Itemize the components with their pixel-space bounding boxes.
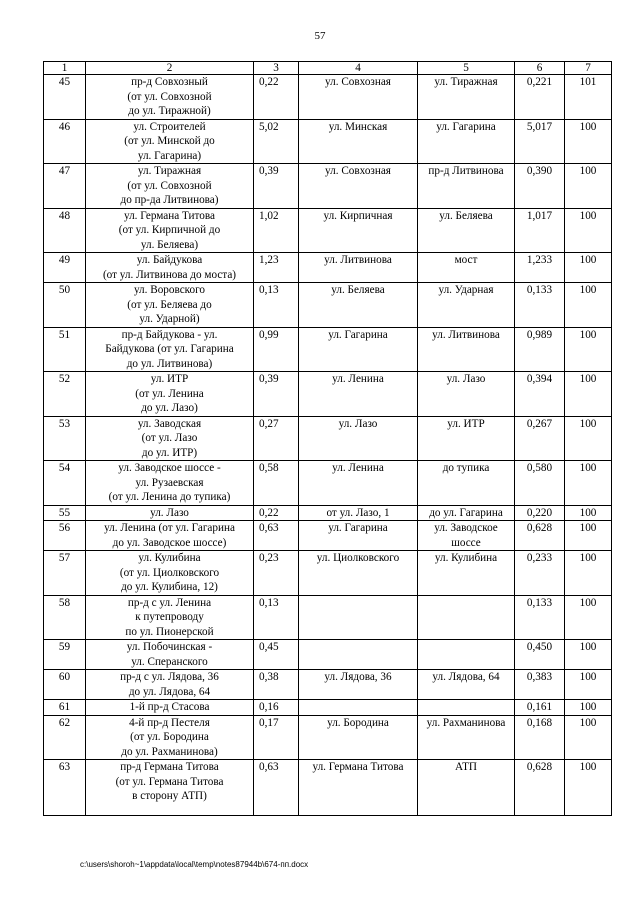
street-name-cell: ул. Заводское шоссе - ул. Рузаевская (от ул. Ленина до тупика)	[86, 461, 254, 506]
table-row	[44, 551, 612, 596]
table-row	[44, 416, 612, 461]
row-number-cell: 61	[44, 700, 86, 716]
length-km-cell: 0,63	[254, 760, 299, 816]
start-point-cell: ул. Минская	[299, 119, 418, 164]
table-row	[44, 75, 612, 120]
street-name-cell: ул. Побочинская - ул. Сперанского	[86, 640, 254, 670]
end-point-cell: ул. Ударная	[418, 283, 515, 328]
column-header-2: 2	[86, 62, 254, 75]
column-header-7: 7	[565, 62, 612, 75]
row-number-cell: 53	[44, 416, 86, 461]
end-point-cell: до тупика	[418, 461, 515, 506]
length-precise-cell: 0,220	[515, 505, 565, 521]
column-header-1: 1	[44, 62, 86, 75]
category-cell: 100	[565, 670, 612, 700]
row-number-cell: 62	[44, 715, 86, 760]
start-point-cell: ул. Германа Титова	[299, 760, 418, 816]
table-row	[44, 164, 612, 209]
table-row	[44, 715, 612, 760]
street-name-cell: пр-д Байдукова - ул. Байдукова (от ул. Гагарина до ул. Литвинова)	[86, 327, 254, 372]
row-number-cell: 47	[44, 164, 86, 209]
table-row	[44, 700, 612, 716]
start-point-cell: ул. Лазо	[299, 416, 418, 461]
end-point-cell	[418, 700, 515, 716]
length-precise-cell: 0,989	[515, 327, 565, 372]
table-row	[44, 253, 612, 283]
length-precise-cell: 0,394	[515, 372, 565, 417]
row-number-cell: 58	[44, 595, 86, 640]
category-cell: 100	[565, 327, 612, 372]
length-precise-cell: 0,267	[515, 416, 565, 461]
start-point-cell: ул. Бородина	[299, 715, 418, 760]
table-row	[44, 640, 612, 670]
category-cell: 100	[565, 372, 612, 417]
category-cell: 101	[565, 75, 612, 120]
category-cell: 100	[565, 416, 612, 461]
street-name-cell: ул. ИТР (от ул. Ленина до ул. Лазо)	[86, 372, 254, 417]
roads-table	[43, 61, 612, 816]
street-name-cell: ул. Лазо	[86, 505, 254, 521]
row-number-cell: 60	[44, 670, 86, 700]
street-name-cell: ул. Тиражная (от ул. Совхозной до пр-да Литвинова)	[86, 164, 254, 209]
row-number-cell: 59	[44, 640, 86, 670]
table-row	[44, 372, 612, 417]
table-row	[44, 119, 612, 164]
table-row	[44, 595, 612, 640]
length-precise-cell: 0,133	[515, 595, 565, 640]
end-point-cell: ул. Литвинова	[418, 327, 515, 372]
start-point-cell: ул. Циолковского	[299, 551, 418, 596]
street-name-cell: ул. Байдукова (от ул. Литвинова до моста)	[86, 253, 254, 283]
length-km-cell: 0,23	[254, 551, 299, 596]
category-cell: 100	[565, 640, 612, 670]
category-cell: 100	[565, 521, 612, 551]
length-precise-cell: 0,161	[515, 700, 565, 716]
length-precise-cell: 5,017	[515, 119, 565, 164]
file-path-footer: c:\users\shoroh~1\appdata\local\temp\notes87944b\674-пп.docx	[80, 860, 309, 869]
header-row	[44, 62, 612, 75]
end-point-cell: ул. Рахманинова	[418, 715, 515, 760]
column-header-3: 3	[254, 62, 299, 75]
end-point-cell: ул. Лазо	[418, 372, 515, 417]
table-row	[44, 670, 612, 700]
start-point-cell: от ул. Лазо, 1	[299, 505, 418, 521]
category-cell: 100	[565, 208, 612, 253]
end-point-cell	[418, 640, 515, 670]
length-km-cell: 1,23	[254, 253, 299, 283]
length-km-cell: 0,13	[254, 283, 299, 328]
category-cell: 100	[565, 253, 612, 283]
category-cell: 100	[565, 760, 612, 816]
end-point-cell: мост	[418, 253, 515, 283]
category-cell: 100	[565, 283, 612, 328]
row-number-cell: 56	[44, 521, 86, 551]
category-cell: 100	[565, 119, 612, 164]
street-name-cell: 4-й пр-д Пестеля (от ул. Бородина до ул. Рахманинова)	[86, 715, 254, 760]
length-km-cell: 0,45	[254, 640, 299, 670]
table-row	[44, 521, 612, 551]
end-point-cell: ул. Заводское шоссе	[418, 521, 515, 551]
category-cell: 100	[565, 505, 612, 521]
category-cell: 100	[565, 461, 612, 506]
street-name-cell: ул. Заводская (от ул. Лазо до ул. ИТР)	[86, 416, 254, 461]
start-point-cell	[299, 595, 418, 640]
row-number-cell: 50	[44, 283, 86, 328]
length-precise-cell: 0,628	[515, 521, 565, 551]
length-precise-cell: 0,221	[515, 75, 565, 120]
length-precise-cell: 0,233	[515, 551, 565, 596]
end-point-cell: ул. Лядова, 64	[418, 670, 515, 700]
street-name-cell: ул. Воровского (от ул. Беляева до ул. Ударной)	[86, 283, 254, 328]
length-km-cell: 0,17	[254, 715, 299, 760]
street-name-cell: пр-д Германа Титова (от ул. Германа Титова в сторону АТП)	[86, 760, 254, 816]
street-name-cell: пр-д Совхозный (от ул. Совхозной до ул. Тиражной)	[86, 75, 254, 120]
row-number-cell: 52	[44, 372, 86, 417]
street-name-cell: пр-д с ул. Ленина к путепроводу по ул. Пионерской	[86, 595, 254, 640]
row-number-cell: 54	[44, 461, 86, 506]
start-point-cell	[299, 700, 418, 716]
end-point-cell: ул. Гагарина	[418, 119, 515, 164]
end-point-cell: до ул. Гагарина	[418, 505, 515, 521]
length-km-cell: 0,58	[254, 461, 299, 506]
start-point-cell	[299, 640, 418, 670]
length-km-cell: 0,22	[254, 505, 299, 521]
street-name-cell: ул. Кулибина (от ул. Циолковского до ул. Кулибина, 12)	[86, 551, 254, 596]
start-point-cell: ул. Ленина	[299, 461, 418, 506]
end-point-cell: АТП	[418, 760, 515, 816]
category-cell: 100	[565, 164, 612, 209]
street-name-cell: 1-й пр-д Стасова	[86, 700, 254, 716]
category-cell: 100	[565, 551, 612, 596]
length-precise-cell: 0,383	[515, 670, 565, 700]
start-point-cell: ул. Совхозная	[299, 75, 418, 120]
category-cell: 100	[565, 595, 612, 640]
length-precise-cell: 0,168	[515, 715, 565, 760]
row-number-cell: 45	[44, 75, 86, 120]
end-point-cell: пр-д Литвинова	[418, 164, 515, 209]
start-point-cell: ул. Гагарина	[299, 327, 418, 372]
length-km-cell: 0,27	[254, 416, 299, 461]
row-number-cell: 63	[44, 760, 86, 816]
street-name-cell: пр-д с ул. Лядова, 36 до ул. Лядова, 64	[86, 670, 254, 700]
start-point-cell: ул. Гагарина	[299, 521, 418, 551]
length-km-cell: 0,22	[254, 75, 299, 120]
end-point-cell: ул. ИТР	[418, 416, 515, 461]
table-row	[44, 461, 612, 506]
street-name-cell: ул. Строителей (от ул. Минской до ул. Гагарина)	[86, 119, 254, 164]
length-km-cell: 0,99	[254, 327, 299, 372]
length-precise-cell: 0,580	[515, 461, 565, 506]
length-precise-cell: 0,390	[515, 164, 565, 209]
category-cell: 100	[565, 715, 612, 760]
start-point-cell: ул. Литвинова	[299, 253, 418, 283]
row-number-cell: 48	[44, 208, 86, 253]
length-km-cell: 1,02	[254, 208, 299, 253]
column-header-5: 5	[418, 62, 515, 75]
table-row	[44, 208, 612, 253]
end-point-cell	[418, 595, 515, 640]
street-name-cell: ул. Ленина (от ул. Гагарина до ул. Заводское шоссе)	[86, 521, 254, 551]
end-point-cell: ул. Кулибина	[418, 551, 515, 596]
length-precise-cell: 0,133	[515, 283, 565, 328]
table-row	[44, 327, 612, 372]
length-precise-cell: 0,450	[515, 640, 565, 670]
end-point-cell: ул. Беляева	[418, 208, 515, 253]
category-cell: 100	[565, 700, 612, 716]
row-number-cell: 57	[44, 551, 86, 596]
length-precise-cell: 1,017	[515, 208, 565, 253]
length-km-cell: 0,16	[254, 700, 299, 716]
start-point-cell: ул. Совхозная	[299, 164, 418, 209]
length-km-cell: 0,39	[254, 164, 299, 209]
length-km-cell: 0,63	[254, 521, 299, 551]
row-number-cell: 46	[44, 119, 86, 164]
length-precise-cell: 0,628	[515, 760, 565, 816]
start-point-cell: ул. Беляева	[299, 283, 418, 328]
column-header-4: 4	[299, 62, 418, 75]
start-point-cell: ул. Ленина	[299, 372, 418, 417]
start-point-cell: ул. Кирпичная	[299, 208, 418, 253]
length-km-cell: 5,02	[254, 119, 299, 164]
table-row	[44, 283, 612, 328]
row-number-cell: 55	[44, 505, 86, 521]
street-name-cell: ул. Германа Титова (от ул. Кирпичной до ул. Беляева)	[86, 208, 254, 253]
table-row	[44, 760, 612, 816]
length-precise-cell: 1,233	[515, 253, 565, 283]
length-km-cell: 0,38	[254, 670, 299, 700]
table-row	[44, 505, 612, 521]
row-number-cell: 49	[44, 253, 86, 283]
start-point-cell: ул. Лядова, 36	[299, 670, 418, 700]
column-header-6: 6	[515, 62, 565, 75]
length-km-cell: 0,39	[254, 372, 299, 417]
length-km-cell: 0,13	[254, 595, 299, 640]
row-number-cell: 51	[44, 327, 86, 372]
table-body	[44, 75, 612, 816]
page-number: 57	[314, 30, 326, 42]
end-point-cell: ул. Тиражная	[418, 75, 515, 120]
